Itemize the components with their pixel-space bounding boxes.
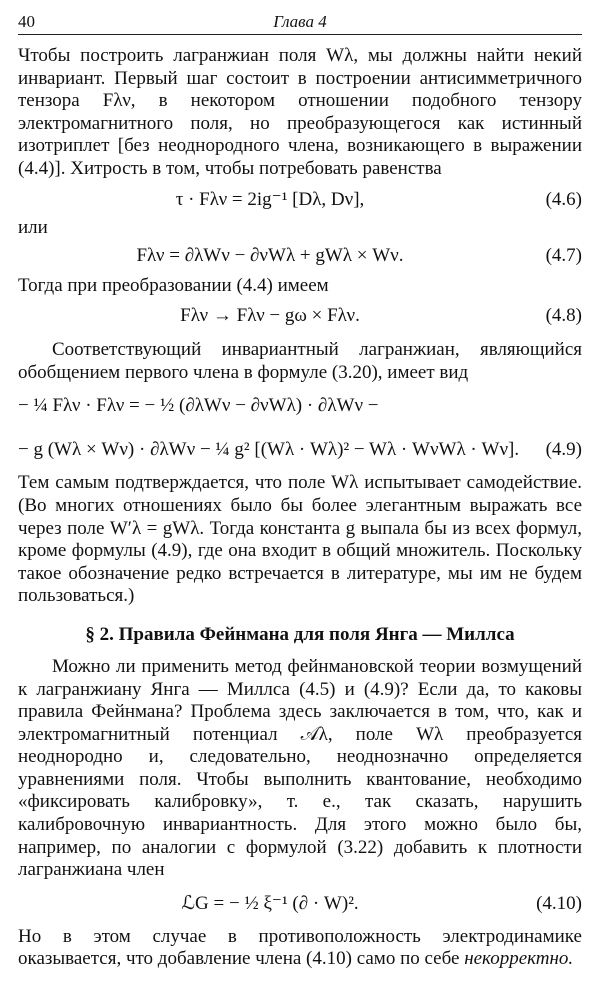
page-header <box>18 8 582 34</box>
equation-label: (4.7) <box>545 244 582 266</box>
paragraph-6-text: Но в этом случае в противоположность электродинамике оказывается, что добавление члена (4.10) само по себе <box>18 925 582 970</box>
word-or: или <box>18 216 48 238</box>
equation-4-9-line-2 <box>18 428 582 472</box>
running-title: Глава 4 <box>273 12 327 31</box>
equation-body: − ¼ Fλν · Fλν = − ½ (∂λWν − ∂νWλ) · ∂λWν − <box>18 395 379 417</box>
paragraph-2: Тогда при преобразовании (4.4) имеем <box>18 274 329 296</box>
paragraph-5: Можно ли применить метод фейнмановской теории возмущений к лагранжиану Янга — Миллса (4.5) и (4.9)? Если да, то каковы правила Фейнмана? Проблема здесь заключается в том, что, как и электромагнитный потенциал 𝒜λ, поле Wλ преобразуется неоднородно и, следовательно, неоднозначно определяется уравнениями поля. Чтобы выполнить квантование, необходимо «фиксировать калибровку», т. е., так сказать, нарушить калибровочную инвариантность. Для этого можно было бы, например, по аналогии с формулой (3.22) добавить к плотности лагранжиана член <box>18 655 582 881</box>
equation-4-10 <box>18 882 582 926</box>
header-rule <box>18 34 582 35</box>
equation-4-8 <box>18 297 582 335</box>
equation-4-6 <box>18 181 582 219</box>
equation-body: Fλν = ∂λWν − ∂νWλ + gWλ × Wν. <box>136 244 404 266</box>
paragraph-6-emphasis: некорректно. <box>464 948 574 970</box>
paragraph-4: Тем самым подтверждается, что поле Wλ испытывает самодействие. (Во многих отношениях было бы более элегантным выражать все через поле W′λ = gWλ. Тогда константа g выпала бы из всех формул, кроме формулы (4.9), где она входит в общий множитель. Поскольку такое обозначение редко встречается в литературе, мы им не будем пользоваться.) <box>18 472 582 607</box>
paragraph-6 <box>18 926 582 971</box>
section-heading: § 2. Правила Фейнмана для поля Янга — Миллса <box>85 623 515 645</box>
equation-body: τ · Fλν = 2ig⁻¹ [Dλ, Dν], <box>175 188 365 210</box>
equation-4-9-line-1 <box>18 384 582 428</box>
equation-body: ℒG = − ½ ξ⁻¹ (∂ · W)². <box>181 892 359 914</box>
equation-body: − g (Wλ × Wν) · ∂λWν − ¼ g² [(Wλ · Wλ)² − Wλ · WνWλ · Wν]. <box>18 439 520 461</box>
page-number: 40 <box>18 12 35 31</box>
equation-4-7 <box>18 237 582 275</box>
equation-label: (4.8) <box>545 305 582 327</box>
paragraph-1: Чтобы построить лагранжиан поля Wλ, мы должны найти некий инвариант. Первый шаг состоит в построении антисимметричного тензора Fλν, в некотором отношении подобного тензору электромагнитного поля, но преобразующегося как истинный изотриплет [без неоднородного члена, возникающего в выражении (4.4)]. Хитрость в том, чтобы потребовать равенства <box>18 45 582 179</box>
equation-label: (4.9) <box>545 439 582 461</box>
paragraph-3: Соответствующий инвариантный лагранжиан, являющийся обобщением первого члена в формуле (3.20), имеет вид <box>18 339 582 383</box>
equation-body: Fλν → Fλν − gω × Fλν. <box>180 305 360 327</box>
equation-label: (4.10) <box>536 892 582 914</box>
equation-label: (4.6) <box>545 188 582 210</box>
